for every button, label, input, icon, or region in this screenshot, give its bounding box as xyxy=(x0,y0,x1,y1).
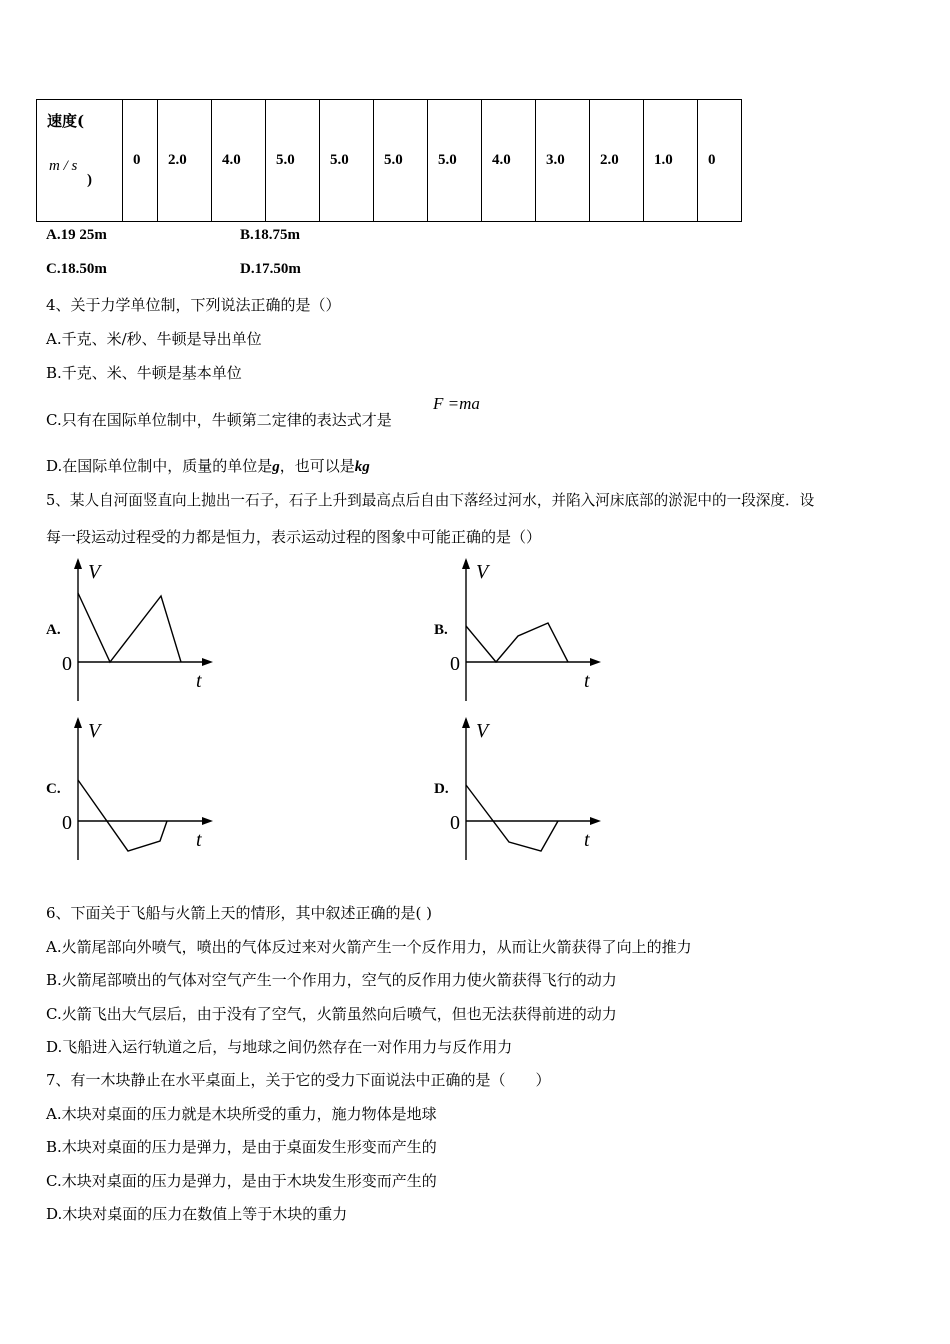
q4-option-b: B.千克、米、牛顿是基本单位 xyxy=(46,364,242,382)
graph-a-y-label: V xyxy=(88,561,101,583)
speed-cell: 0 xyxy=(698,100,742,222)
graph-b-origin: 0 xyxy=(450,653,460,675)
graph-b-curve xyxy=(466,623,568,662)
graph-a-curve xyxy=(78,593,181,662)
q6-stem: 6、下面关于飞船与火箭上天的情形，其中叙述正确的是( ) xyxy=(46,904,433,922)
q4-option-a: A.千克、米/秒、牛顿是导出单位 xyxy=(46,330,262,348)
q5-stem-line2: 每一段运动过程受的力都是恒力，表示运动过程的图象中可能正确的是（） xyxy=(46,528,542,546)
speed-header-close: ) xyxy=(87,172,92,188)
graph-d-curve xyxy=(466,785,558,851)
graph-b-label: B. xyxy=(434,622,448,638)
speed-cell: 4.0 xyxy=(212,100,266,222)
q6-option-c: C.火箭飞出大气层后，由于没有了空气，火箭虽然向后喷气，但也无法获得前进的动力 xyxy=(46,1005,617,1023)
graph-a xyxy=(58,556,228,706)
q4-option-d xyxy=(46,455,370,476)
q6-option-a: A.火箭尾部向外喷气，喷出的气体反过来对火箭产生一个反作用力，从而让火箭获得了向上的推力 xyxy=(46,938,692,956)
graph-c-y-label: V xyxy=(88,720,101,742)
speed-cell: 5.0 xyxy=(374,100,428,222)
speed-header-title: 速度( xyxy=(47,112,85,130)
q4-option-c: C.只有在国际单位制中，牛顿第二定律的表达式才是 xyxy=(46,411,392,429)
graph-b-x-arrow xyxy=(590,658,601,666)
speed-cell: 2.0 xyxy=(590,100,644,222)
graph-c-x-label: t xyxy=(196,829,202,851)
speed-cell: 0 xyxy=(123,100,158,222)
graph-c-curve xyxy=(78,780,167,851)
q6-option-d: D.飞船进入运行轨道之后，与地球之间仍然存在一对作用力与反作用力 xyxy=(46,1038,513,1056)
graph-d-y-arrow xyxy=(462,717,470,728)
speed-cell: 3.0 xyxy=(536,100,590,222)
graph-d-x-label: t xyxy=(584,829,590,851)
graph-a-origin: 0 xyxy=(62,653,72,675)
graph-a-x-arrow xyxy=(202,658,213,666)
speed-cell: 5.0 xyxy=(428,100,482,222)
speed-cell: 5.0 xyxy=(320,100,374,222)
graph-d xyxy=(446,715,616,865)
speed-cell: 1.0 xyxy=(644,100,698,222)
q4-unit-kg: kg xyxy=(354,459,370,475)
q4-option-d-prefix: D.在国际单位制中，质量的单位是 xyxy=(46,457,273,475)
speed-cell: 5.0 xyxy=(266,100,320,222)
speed-cell: 2.0 xyxy=(158,100,212,222)
q7-stem: 7、有一木块静止在水平桌面上，关于它的受力下面说法中正确的是（ ） xyxy=(46,1071,551,1089)
q7-option-c: C.木块对桌面的压力是弹力，是由于木块发生形变而产生的 xyxy=(46,1172,437,1190)
graph-d-origin: 0 xyxy=(450,812,460,834)
q3-option-c: C.18.50m xyxy=(46,261,107,277)
graph-c-origin: 0 xyxy=(62,812,72,834)
q7-option-a: A.木块对桌面的压力就是木块所受的重力，施力物体是地球 xyxy=(46,1105,437,1123)
graph-c-x-arrow xyxy=(202,817,213,825)
graph-a-label: A. xyxy=(46,622,61,638)
speed-cell: 4.0 xyxy=(482,100,536,222)
graph-c-y-arrow xyxy=(74,717,82,728)
q7-option-b: B.木块对桌面的压力是弹力，是由于桌面发生形变而产生的 xyxy=(46,1138,437,1156)
graph-b-x-label: t xyxy=(584,670,590,692)
q6-option-b: B.火箭尾部喷出的气体对空气产生一个作用力，空气的反作用力使火箭获得飞行的动力 xyxy=(46,971,617,989)
q7-option-d: D.木块对桌面的压力在数值上等于木块的重力 xyxy=(46,1205,348,1223)
speed-header-cell xyxy=(37,100,123,222)
q4-option-d-mid: ，也可以是 xyxy=(279,457,355,475)
speed-table xyxy=(36,99,742,222)
speed-table-row xyxy=(37,100,742,222)
graph-d-x-arrow xyxy=(590,817,601,825)
q3-option-a: A.19 25m xyxy=(46,227,107,243)
graph-d-label: D. xyxy=(434,781,449,797)
q5-stem-line1: 5、某人自河面竖直向上抛出一石子，石子上升到最高点后自由下落经过河水，并陷入河床底部的淤泥中的一段深度．设 xyxy=(46,492,815,509)
graph-d-y-label: V xyxy=(476,720,489,742)
q3-option-b: B.18.75m xyxy=(240,227,300,243)
q4-stem: 4、关于力学单位制，下列说法正确的是（） xyxy=(46,296,341,314)
speed-header-unit: m / s xyxy=(49,158,78,174)
graph-b-y-label: V xyxy=(476,561,489,583)
graph-a-y-arrow xyxy=(74,558,82,569)
graph-c-label: C. xyxy=(46,781,61,797)
q4-formula: F =ma xyxy=(433,394,480,413)
graph-b xyxy=(446,556,616,706)
q4-unit-g: g xyxy=(272,459,280,475)
graph-c xyxy=(58,715,228,865)
q3-option-d: D.17.50m xyxy=(240,261,301,277)
graph-b-y-arrow xyxy=(462,558,470,569)
graph-a-x-label: t xyxy=(196,670,202,692)
